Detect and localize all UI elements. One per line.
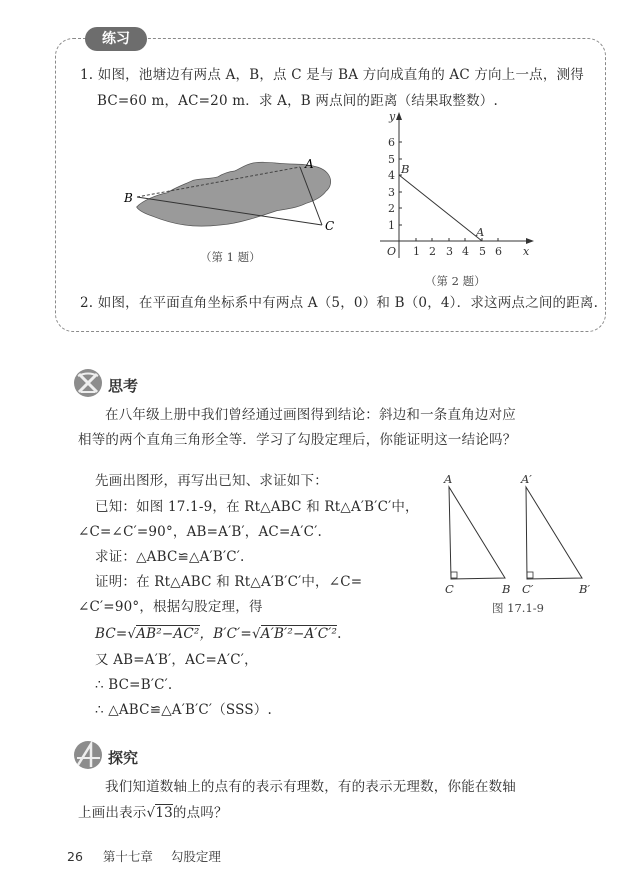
triangle-abc	[449, 487, 505, 579]
to-prove: 求证：△ABC≌△A′B′C′.	[95, 549, 245, 565]
y-axis-arrow-icon	[396, 112, 402, 120]
page-number: 26	[67, 849, 83, 864]
triangle-apbpcp	[526, 487, 582, 579]
triangles-caption: 图 17.1-9	[492, 601, 544, 615]
point-a-label: A	[476, 225, 485, 239]
label-b: B	[124, 191, 133, 205]
q1-text-line1: 1. 如图，池塘边有两点 A，B，点 C 是与 BA 方向成直角的 AC 方向上一点，测得	[80, 67, 584, 83]
tri2-label-b: B′	[579, 582, 591, 596]
think-title: 思考	[108, 377, 139, 395]
x-axis-arrow-icon	[526, 238, 534, 244]
segment-ab	[399, 175, 485, 241]
triangles-figure	[435, 470, 615, 600]
page-footer	[67, 847, 221, 865]
x-tick-1: 1	[413, 245, 420, 258]
sqrt-symbol: √	[251, 626, 261, 642]
proof-line1: 证明：在 Rt△ABC 和 Rt△A′B′C′中，∠C=	[95, 574, 363, 590]
figure2-caption: （第 2 题）	[425, 274, 486, 288]
label-a: A	[305, 157, 314, 171]
formula-bpcp-radicand: A′B′²−A′C′²	[260, 626, 338, 642]
tri2-label-c: C′	[522, 582, 534, 596]
explore-line1: 我们知道数轴上的点有的表示有理数，有的表示无理数，你能在数轴	[105, 779, 516, 795]
explore-line2-prefix: 上画出表示	[78, 805, 147, 821]
right-angle-mark-cp	[527, 572, 533, 578]
x-tick-6: 6	[495, 245, 502, 258]
formula-mid: ，B′C′=	[199, 626, 252, 642]
y-tick-1: 1	[388, 219, 395, 232]
formula-bc-radicand: AB²−AC²	[136, 626, 200, 642]
origin-label: O	[387, 245, 397, 258]
explore-title: 探究	[108, 749, 139, 767]
sqrt-symbol: √	[127, 626, 137, 642]
chapter-title: 勾股定理	[170, 849, 221, 864]
tri1-label-c: C	[445, 582, 454, 596]
sqrt-radicand: 13	[155, 805, 173, 821]
y-tick-6: 6	[388, 136, 395, 149]
therefore-line2: ∴ △ABC≌△A′B′C′（SSS）.	[95, 702, 272, 718]
x-axis-label: x	[523, 245, 530, 258]
given-line1: 已知：如图 17.1-9，在 Rt△ABC 和 Rt△A′B′C′中，	[95, 499, 419, 515]
explore-line2	[78, 803, 228, 823]
q1-text-line2: BC=60 m，AC=20 m．求 A，B 两点间的距离（结果取整数）.	[97, 93, 498, 109]
think-paragraph-line1: 在八年级上册中我们曾经通过画图得到结论：斜边和一条直角边对应	[105, 407, 516, 423]
x-tick-4: 4	[462, 245, 469, 258]
chapter-number: 第十七章	[102, 849, 153, 864]
y-tick-4: 4	[388, 169, 395, 182]
x-tick-5: 5	[479, 245, 486, 258]
point-b-label: B	[401, 162, 410, 176]
therefore-line1: ∴ BC=B′C′.	[95, 677, 173, 693]
formula-bc-prefix: BC=	[95, 626, 128, 642]
y-axis-label: y	[389, 110, 396, 123]
x-tick-3: 3	[446, 245, 453, 258]
y-tick-5: 5	[388, 153, 395, 166]
think-icon	[73, 368, 103, 398]
proof-intro: 先画出图形，再写出已知、求证如下：	[95, 473, 328, 489]
figure1-caption: （第 1 题）	[200, 250, 261, 264]
explore-icon	[73, 740, 103, 770]
practice-badge: 练习	[85, 27, 147, 51]
sqrt-symbol: √	[146, 805, 156, 821]
coordinate-graph	[370, 108, 540, 268]
tri1-label-b: B	[502, 582, 511, 596]
pythagorean-formula	[95, 624, 342, 644]
given-line2: ∠C=∠C′=90°，AB=A′B′，AC=A′C′.	[78, 524, 322, 540]
explore-line2-suffix: 的点吗？	[172, 805, 228, 821]
proof-line2: ∠C′=90°，根据勾股定理，得	[78, 599, 263, 615]
formula-end: .	[337, 626, 342, 642]
tri1-label-a: A	[444, 472, 453, 486]
x-tick-2: 2	[429, 245, 436, 258]
also-line: 又 AB=A′B′，AC=A′C′，	[95, 652, 258, 668]
y-tick-2: 2	[388, 202, 395, 215]
think-paragraph-line2: 相等的两个直角三角形全等．学习了勾股定理后，你能证明这一结论吗？	[78, 432, 517, 448]
tri2-label-a: A′	[521, 472, 532, 486]
label-c: C	[325, 219, 335, 233]
y-tick-3: 3	[388, 186, 395, 199]
q2-text: 2. 如图，在平面直角坐标系中有两点 A（5，0）和 B（0，4）．求这两点之间的距离.	[80, 295, 599, 311]
right-angle-mark-c	[451, 572, 457, 578]
